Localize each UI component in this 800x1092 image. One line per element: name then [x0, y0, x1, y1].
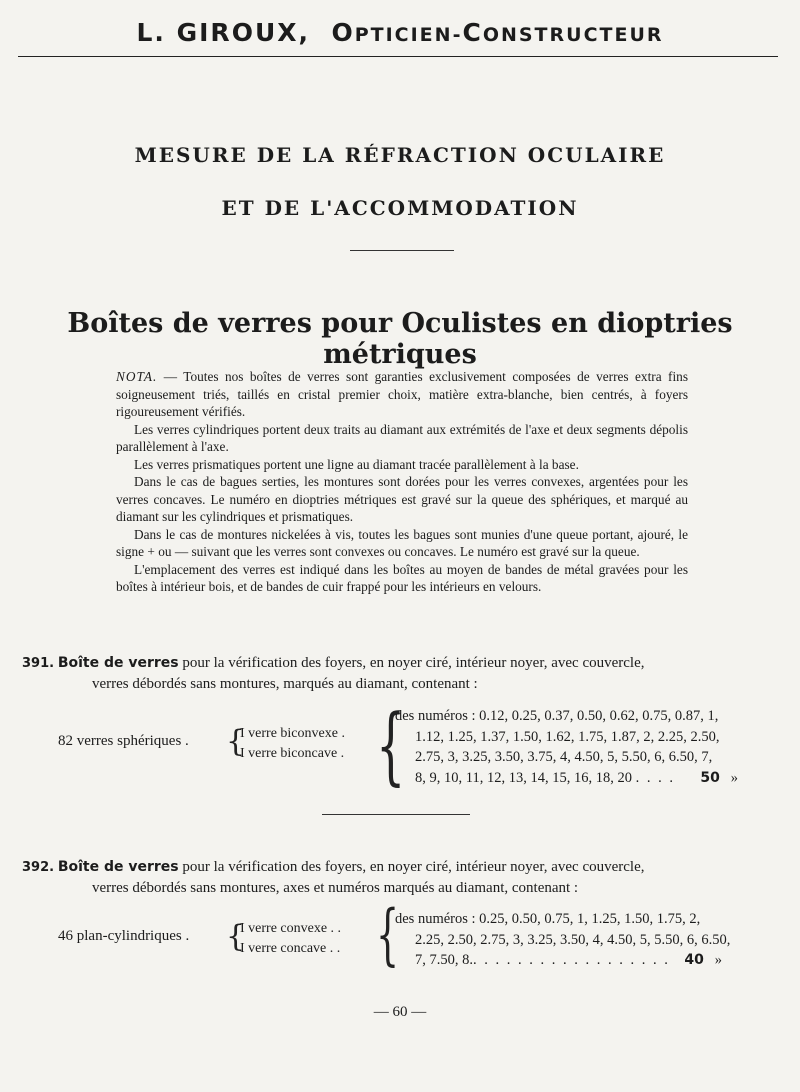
- page-number: — 60 —: [373, 1004, 427, 1020]
- nota-paragraph: NOTA. — Toutes nos boîtes de verres sont garanties exclusivement composées de verres extra fins soigneusement triés, taillés en cristal premier choix, matière extra-blanche, bien centrés, à foyers rigoureusement vérifiés.: [116, 369, 688, 419]
- item-392-heading: [22, 857, 782, 898]
- item-name: Boîte de verres: [57, 655, 179, 671]
- left-brace-icon: {: [376, 896, 400, 973]
- left-brace-icon: {: [376, 696, 406, 794]
- nota-paragraph: Les verres cylindriques portent deux traits au diamant aux extrémités de l'axe et deux segments dépolis parallèlement à l'axe.: [116, 421, 688, 454]
- item-392-numbers: des numéros : 0.25, 0.50, 0.75, 1, 1.25, 1.50, 1.75, 2, 2.25, 2.50, 2.75, 3, 3.25, 3.50, 4, 4.50, 5, 5.50, 6, 6.50, 7, 7.50, 8.. . . . . . . . . . . . . . . . . . 40 »: [395, 911, 731, 968]
- section-title-line1: MESURE DE LA RÉFRACTION OCULAIRE: [134, 143, 666, 167]
- item-name: Boîte de verres: [57, 859, 179, 875]
- item-391-verres: I verre biconvexe . I verre biconcave .: [240, 726, 345, 761]
- item-391-price: 50: [700, 769, 720, 786]
- item-desc-cont: verres débordés sans montures, axes et numéros marqués au diamant, contenant :: [92, 880, 579, 896]
- item-391-numbers: des numéros : 0.12, 0.25, 0.37, 0.50, 0.62, 0.75, 0.87, 1, 1.12, 1.25, 1.37, 1.50, 1.62, 1.75, 1.87, 2, 2.25, 2.50, 2.75, 3, 3.25, 3.50, 3.75, 4, 4.50, 5, 5.50, 6, 6.50, 7, 8, 9, 10, 11, 12, 13, 14, 15, 16, 18, 20 . . . . 50 »: [395, 708, 738, 786]
- item-391-label: 82 verres sphériques .: [58, 733, 189, 749]
- left-brace-icon: {: [226, 724, 246, 759]
- nota-paragraph: L'emplacement des verres est indiqué dans les boîtes au moyen de bandes de métal gravées pour les boîtes à intérieur bois, et de bandes de cuir frappé pour les intérieurs en velours.: [116, 561, 688, 594]
- main-heading: Boîtes de verres pour Oculistes en dioptries métriques: [67, 308, 733, 370]
- nota-paragraph: Les verres prismatiques portent une ligne au diamant tracée parallèlement à la base.: [134, 456, 579, 472]
- nota-paragraph: Dans le cas de montures nickelées à vis, toutes les bagues sont munies d'une queue portant, ajouré, le signe + ou — suivant que les verres sont convexes ou concaves. Le numéro est gravé sur la queue.: [116, 526, 688, 559]
- item-number: 392.: [22, 860, 55, 875]
- nota-block: [116, 368, 688, 596]
- page-header: [0, 18, 800, 47]
- item-392-label: 46 plan-cylindriques .: [58, 928, 190, 944]
- item-divider: [322, 814, 470, 815]
- item-desc: pour la vérification des foyers, en noyer ciré, intérieur noyer, avec couvercle,: [178, 655, 645, 671]
- header-name: L. GIROUX,: [136, 18, 311, 47]
- header-rule: [18, 56, 778, 57]
- item-desc: pour la vérification des foyers, en noyer ciré, intérieur noyer, avec couvercle,: [178, 859, 645, 875]
- item-391-heading: [22, 653, 782, 694]
- item-desc-cont: verres débordés sans montures, marqués au diamant, contenant :: [92, 676, 478, 692]
- item-392-price: 40: [684, 952, 704, 968]
- header-role: OPTICIEN-CONSTRUCTEUR: [331, 18, 664, 47]
- title-divider: [350, 250, 454, 251]
- section-title-line2: ET DE L'ACCOMMODATION: [221, 196, 579, 220]
- item-number: 391.: [22, 656, 55, 671]
- left-brace-icon: {: [226, 919, 246, 954]
- item-392-verres: I verre convexe . . I verre concave . .: [240, 921, 342, 956]
- nota-label: NOTA.: [116, 369, 158, 384]
- nota-paragraph: Dans le cas de bagues serties, les montures sont dorées pour les verres convexes, argentées pour les verres concaves. Le numéro en dioptries métriques est gravé sur la queue des sphériques, et marqué au diamant sur les cylindriques et prismatiques.: [116, 474, 688, 524]
